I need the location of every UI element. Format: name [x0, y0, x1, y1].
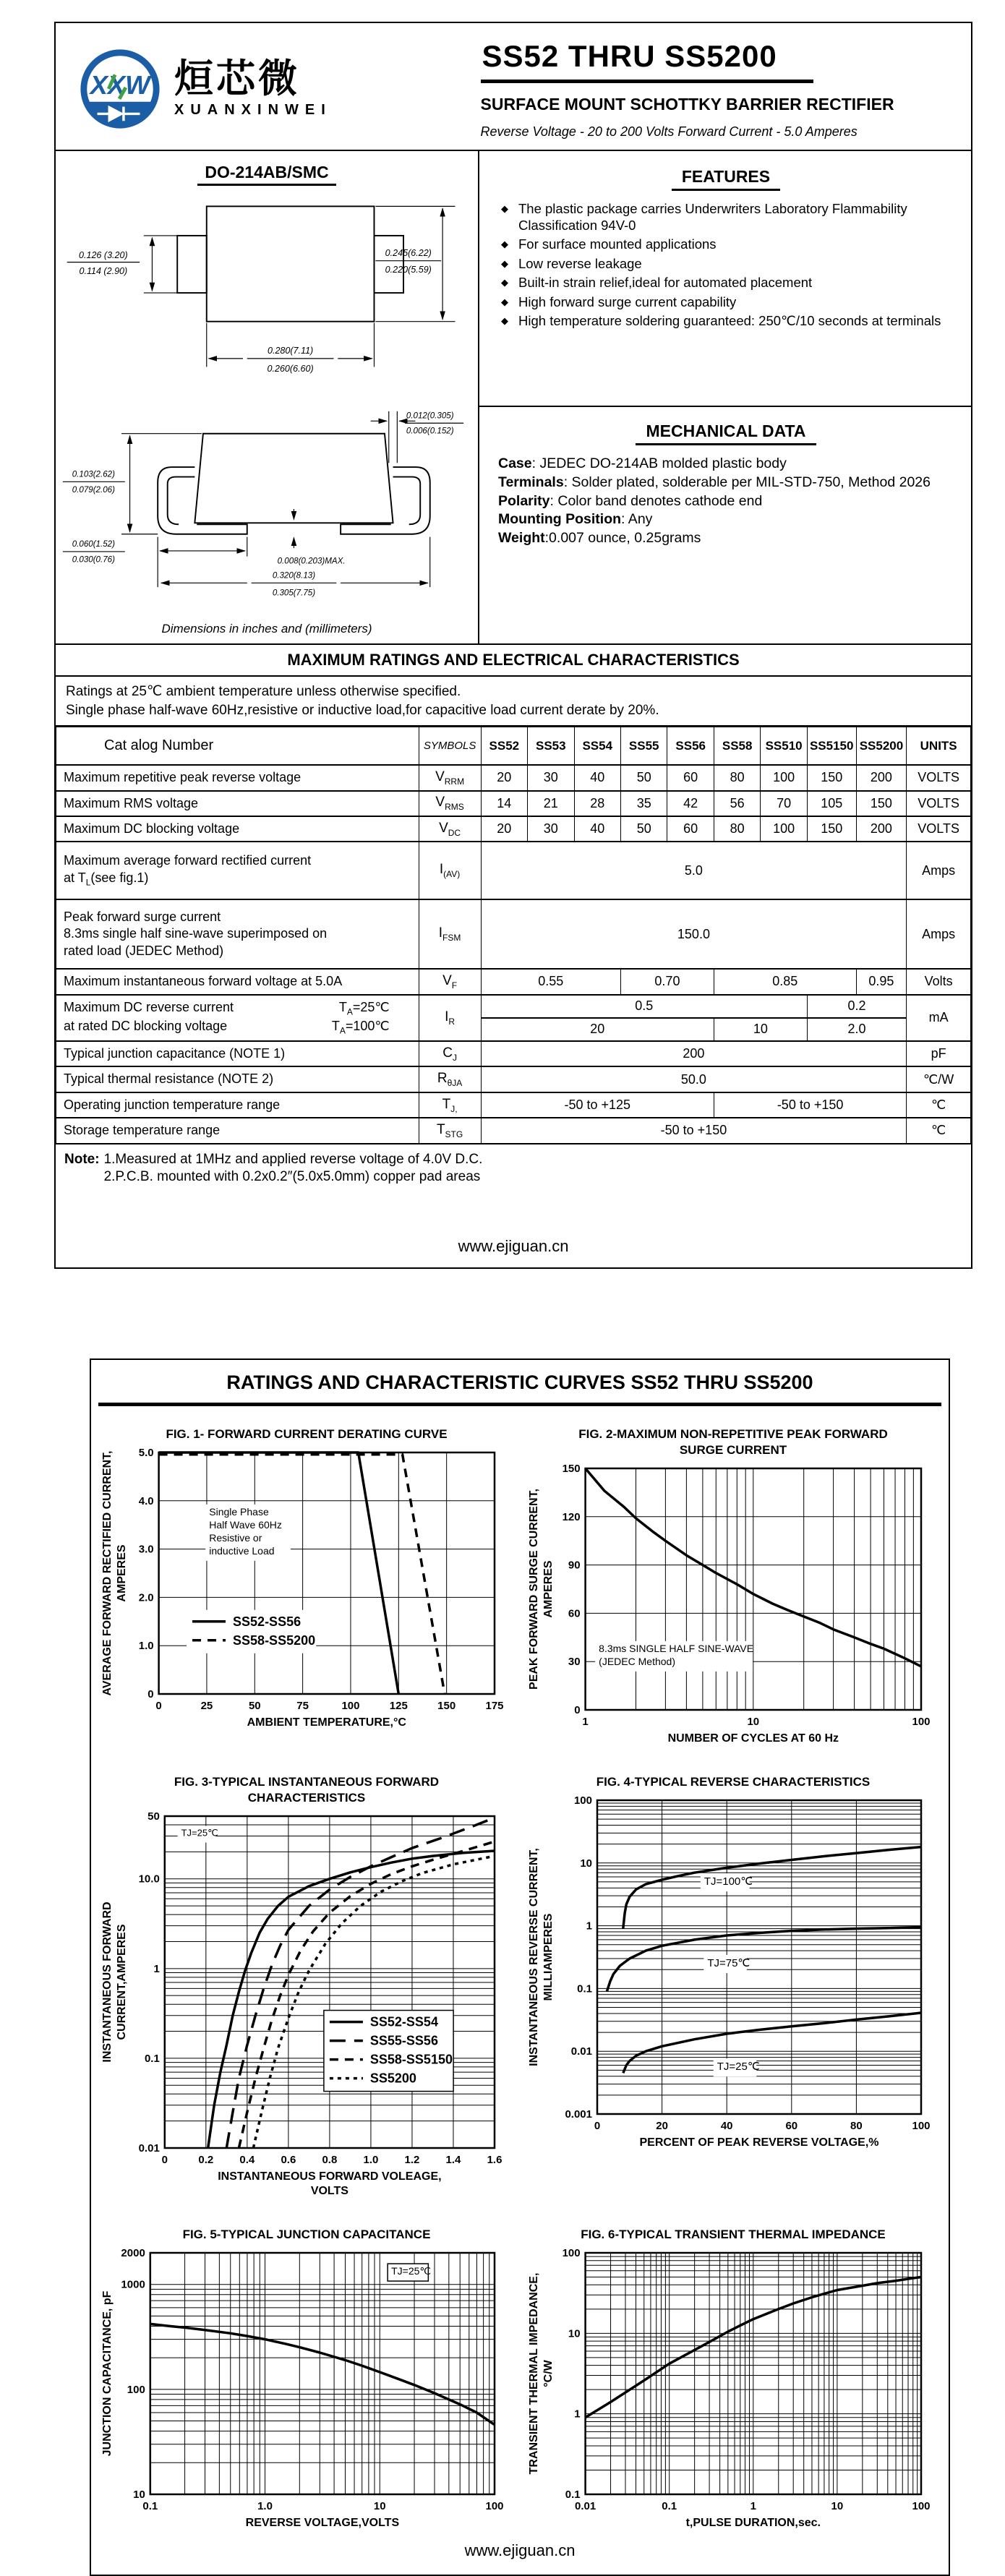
svg-text:inductive Load: inductive Load: [208, 1544, 275, 1557]
package-top-view-drawing: [60, 187, 465, 403]
dim-height-max: 0.103(2.62): [72, 470, 115, 479]
svg-text:0: 0: [147, 1687, 154, 1700]
svg-text:50: 50: [248, 1699, 261, 1712]
svg-text:0.01: 0.01: [570, 2045, 592, 2058]
dim-tab-height-min: 0.114 (2.90): [79, 266, 128, 277]
dimensions-caption: Dimensions in inches and (millimeters): [161, 622, 372, 636]
value-cell: 30: [528, 816, 574, 842]
mechanical-data-title: MECHANICAL DATA: [636, 422, 816, 445]
figure-2-title: FIG. 2-MAXIMUM NON-REPETITIVE PEAK FORWARD SURGE CURRENT: [578, 1426, 888, 1457]
svg-text:0.1: 0.1: [565, 2489, 581, 2501]
ratings-condition-1: Ratings at 25℃ ambient temperature unless otherwise specified.: [66, 684, 461, 699]
dim-standoff: 0.008(0.203)MAX.: [277, 557, 346, 566]
value-cell: 35: [620, 791, 667, 816]
ratings-table: [56, 727, 971, 1144]
svg-text:0.2: 0.2: [197, 2153, 213, 2166]
note-line: 1.Measured at 1MHz and applied reverse voltage of 4.0V D.C.: [103, 1151, 483, 1167]
value-cell: -50 to +150: [714, 1092, 906, 1118]
svg-text:120: 120: [562, 1510, 581, 1523]
value-cell: 0.5: [481, 995, 807, 1018]
table-row: Maximum instantaneous forward voltage at 5.0A $V_F$ 0.55 0.70 0.85 0.95 Volts: [56, 969, 971, 994]
svg-text:TJ=25℃: TJ=25℃: [717, 2061, 760, 2074]
figure-5-junction-capacitance: [99, 2227, 515, 2537]
package-drawing-section: [56, 151, 479, 643]
ratings-table-body: [56, 765, 971, 1143]
company-name-chinese: 烜芯微: [174, 56, 300, 100]
dim-body-width-min: 0.260(6.60): [267, 364, 314, 375]
svg-text:20: 20: [655, 2119, 668, 2132]
value-cell: 0.85: [714, 969, 856, 994]
company-logo: [77, 46, 481, 132]
dim-lead-thickness-min: 0.006(0.152): [406, 427, 454, 436]
value-cell: 14: [481, 791, 527, 816]
svg-text:0.4: 0.4: [239, 2153, 255, 2166]
svg-text:100: 100: [562, 2247, 581, 2259]
svg-text:TJ=100℃: TJ=100℃: [704, 1875, 753, 1888]
svg-text:1: 1: [573, 2408, 581, 2421]
svg-text:25: 25: [200, 1699, 213, 1712]
figure-2-peak-surge-current: [526, 1426, 941, 1753]
svg-text:TJ=75℃: TJ=75℃: [706, 1956, 750, 1969]
svg-text:1: 1: [153, 1962, 160, 1975]
feature-item: ◆ Low reverse leakage: [501, 256, 951, 273]
svg-text:VOLTS: VOLTS: [310, 2184, 348, 2197]
svg-text:75: 75: [296, 1699, 309, 1712]
mechanical-data-line: Polarity: Color band denotes cathode end: [498, 492, 763, 509]
svg-text:0.1: 0.1: [142, 2500, 158, 2512]
figures-grid: [91, 1406, 949, 2541]
svg-text:100: 100: [911, 2500, 931, 2512]
svg-text:INSTANTANEOUS REVERSE CURRENT,: INSTANTANEOUS REVERSE CURRENT,: [527, 1847, 540, 2066]
svg-text:SS52-SS54: SS52-SS54: [369, 2014, 438, 2029]
svg-text:TRANSIENT THERMAL IMPEDANCE,: TRANSIENT THERMAL IMPEDANCE,: [527, 2272, 540, 2475]
svg-text:SS58-SS5150: SS58-SS5150: [369, 2052, 453, 2067]
svg-text:0.001: 0.001: [564, 2108, 592, 2121]
svg-text:90: 90: [568, 1559, 581, 1572]
table-row: Maximum DC blocking voltage $V_{DC}$ 20 30 40 50 60 80 100 150 200 VOLTS: [56, 816, 971, 842]
svg-text:AMBIENT TEMPERATURE,°C: AMBIENT TEMPERATURE,°C: [247, 1716, 406, 1729]
svg-text:0.8: 0.8: [321, 2153, 337, 2166]
svg-text:8.3ms SINGLE HALF SINE-WAVE: 8.3ms SINGLE HALF SINE-WAVE: [598, 1642, 753, 1654]
features-title: FEATURES: [672, 167, 780, 191]
svg-text:1: 1: [750, 2500, 756, 2512]
value-cell: 28: [574, 791, 620, 816]
value-cell: 10: [714, 1018, 807, 1041]
svg-text:PEAK FORWARD SURGE CURRENT,: PEAK FORWARD SURGE CURRENT,: [527, 1488, 540, 1690]
value-cell: 0.95: [856, 969, 907, 994]
value-cell: 60: [667, 765, 714, 790]
website-footer-page2: www.ejiguan.cn: [464, 2541, 576, 2559]
figure-6-transient-thermal-impedance: [526, 2227, 941, 2537]
value-cell: 0.2: [807, 995, 906, 1018]
svg-text:100: 100: [573, 1794, 592, 1807]
value-cell: 21: [528, 791, 574, 816]
dim-height-min: 0.079(2.06): [72, 485, 115, 495]
svg-text:50: 50: [147, 1810, 160, 1823]
ratings-conditions: [56, 677, 971, 727]
svg-text:PERCENT OF PEAK REVERSE VOLTAG: PERCENT OF PEAK REVERSE VOLTAGE,%: [638, 2136, 879, 2149]
svg-text:0.1: 0.1: [576, 1982, 592, 1995]
svg-text:1.0: 1.0: [138, 1639, 154, 1652]
svg-text:1.2: 1.2: [404, 2153, 419, 2166]
header: [56, 23, 971, 151]
svg-text:60: 60: [568, 1607, 581, 1620]
svg-text:3.0: 3.0: [138, 1543, 154, 1556]
dim-tab-height-max: 0.126 (3.20): [79, 249, 128, 260]
mechanical-data-line: Weight:0.007 ounce, 0.25grams: [498, 530, 701, 547]
svg-text:0: 0: [161, 2153, 168, 2166]
mechanical-data-line: Mounting Position: Any: [498, 511, 653, 528]
note-line: 2.P.C.B. mounted with 0.2x0.2″(5.0x5.0mm) copper pad areas: [103, 1168, 481, 1184]
value-cell: 150: [807, 816, 856, 842]
svg-text:1: 1: [586, 1920, 592, 1933]
value-cell: 80: [714, 816, 760, 842]
svg-text:1000: 1000: [120, 2278, 145, 2291]
table-row: Typical junction capacitance (NOTE 1) $C_J$ 200 pF: [56, 1041, 971, 1066]
feature-item: ◆ For surface mounted applications: [501, 236, 951, 253]
feature-item: ◆ High temperature soldering guaranteed: 250℃/10 seconds at terminals: [501, 313, 951, 330]
figure-6-title: FIG. 6-TYPICAL TRANSIENT THERMAL IMPEDANCE: [581, 2227, 886, 2241]
svg-text:TJ=25℃: TJ=25℃: [181, 1827, 218, 1839]
ratings-tagline: Reverse Voltage - 20 to 200 Volts Forward Current - 5.0 Amperes: [480, 124, 858, 139]
chart-svg-fig3: [99, 1807, 508, 2201]
svg-text:10: 10: [132, 2489, 145, 2501]
svg-text:SS55-SS56: SS55-SS56: [369, 2033, 438, 2048]
datasheet-page-1: [54, 22, 972, 1269]
value-cell: 20: [481, 765, 527, 790]
svg-text:0.1: 0.1: [661, 2500, 677, 2512]
figure-3-forward-characteristics: [99, 1774, 515, 2205]
svg-text:150: 150: [562, 1462, 581, 1475]
svg-text:100: 100: [911, 1715, 931, 1728]
features-section: [479, 151, 971, 406]
value-cell: 50.0: [481, 1066, 907, 1092]
figure-1-forward-current-derating: [99, 1426, 515, 1737]
svg-text:60: 60: [784, 2119, 797, 2132]
svg-text:0: 0: [573, 1703, 581, 1716]
mechanical-data-line: Terminals: Solder plated, solderable per MIL-STD-750, Method 2026: [498, 474, 931, 490]
svg-text:JUNCTION CAPACITANCE, pF: JUNCTION CAPACITANCE, pF: [100, 2290, 114, 2457]
svg-text:SS58-SS5200: SS58-SS5200: [232, 1633, 315, 1648]
figure-4-title: FIG. 4-TYPICAL REVERSE CHARACTERISTICS: [596, 1774, 871, 1789]
datasheet-page-2: [90, 1358, 950, 2576]
value-cell: 50: [620, 765, 667, 790]
table-row: Maximum average forward rectified current at $T_L(see$ fig.1) $I_{(AV)}$ 5.0 Amps: [56, 842, 971, 899]
svg-text:1.0: 1.0: [362, 2153, 378, 2166]
company-name-latin: XUANXINWEI: [174, 102, 332, 119]
svg-text:150: 150: [437, 1699, 456, 1712]
feature-item: ◆ The plastic package carries Underwriters Laboratory Flammability Classification 94V-0: [501, 201, 951, 234]
svg-text:1.0: 1.0: [257, 2500, 273, 2512]
value-cell: 20: [481, 816, 527, 842]
mechanical-data-line: Case: JEDEC DO-214AB molded plastic body: [498, 455, 787, 471]
svg-text:10: 10: [373, 2500, 386, 2512]
figure-5-title: FIG. 5-TYPICAL JUNCTION CAPACITANCE: [182, 2227, 431, 2241]
value-cell: 105: [807, 791, 856, 816]
value-cell: 150: [807, 765, 856, 790]
value-cell: -50 to +150: [481, 1118, 907, 1143]
svg-text:30: 30: [568, 1655, 581, 1668]
chart-svg-fig4: [526, 1792, 934, 2153]
table-row: Operating junction temperature range $T_{J,}$ -50 to +125 -50 to +150 ℃: [56, 1092, 971, 1118]
note-label: Note:: [64, 1151, 100, 1167]
ratings-condition-2: Single phase half-wave 60Hz,resistive or inductive load,for capacitive load current derate by 20%.: [66, 702, 659, 718]
svg-text:1.6: 1.6: [487, 2153, 502, 2166]
package-side-view-drawing: [60, 407, 465, 611]
svg-text:80: 80: [850, 2119, 863, 2132]
svg-text:INSTANTANEOUS FORWARD VOLEAGE,: INSTANTANEOUS FORWARD VOLEAGE,: [217, 2170, 442, 2183]
svg-text:CURRENT,AMPERES: CURRENT,AMPERES: [115, 1924, 128, 2040]
svg-text:100: 100: [911, 2119, 931, 2132]
svg-text:5.0: 5.0: [138, 1446, 154, 1459]
svg-text:10: 10: [746, 1715, 759, 1728]
svg-text:AMPERES: AMPERES: [542, 1560, 555, 1618]
package-name: DO-214AB/SMC: [60, 163, 474, 182]
figure-4-reverse-characteristics: [526, 1774, 941, 2157]
svg-text:175: 175: [484, 1699, 504, 1712]
figure-1-title: FIG. 1- FORWARD CURRENT DERATING CURVE: [166, 1426, 448, 1441]
value-cell: 56: [714, 791, 760, 816]
svg-text:0.01: 0.01: [138, 2141, 160, 2154]
value-cell: 40: [574, 765, 620, 790]
svg-text:125: 125: [389, 1699, 408, 1712]
svg-text:°C/W: °C/W: [542, 2360, 555, 2387]
dim-body-width-max: 0.280(7.11): [267, 346, 314, 356]
svg-text:0.01: 0.01: [574, 2500, 596, 2512]
dim-foot-min: 0.030(0.76): [72, 555, 115, 565]
svg-text:TJ=25℃: TJ=25℃: [390, 2265, 431, 2277]
table-row: Peak forward surge current 8.3ms single half sine-wave superimposed on rated load (JEDEC Method) $I_{FSM}$ 150.0 Amps: [56, 899, 971, 969]
svg-text:Half Wave 60Hz: Half Wave 60Hz: [208, 1518, 282, 1531]
table-row: Maximum repetitive peak reverse voltage $V_{RRM}$ 20 30 40 50 60 80 100 150 200 VOLTS: [56, 765, 971, 790]
dim-body-height-max: 0.245(6.22): [385, 247, 432, 258]
chart-svg-fig2: [526, 1460, 934, 1749]
value-cell: 70: [761, 791, 807, 816]
svg-text:MILLIAMPERES: MILLIAMPERES: [542, 1913, 555, 2001]
svg-text:100: 100: [127, 2383, 145, 2396]
svg-text:REVERSE VOLTAGE,VOLTS: REVERSE VOLTAGE,VOLTS: [245, 2517, 399, 2529]
chart-svg-fig6: [526, 2244, 934, 2533]
svg-text:1: 1: [581, 1715, 589, 1728]
table-row: Maximum DC reverse current $T_A=25℃$ at rated DC blocking voltage $T_A=100℃$ $I_R$ 0.5 0.2 mA: [56, 995, 971, 1018]
value-cell: 200: [481, 1041, 907, 1066]
value-cell: 200: [856, 765, 907, 790]
dim-foot-max: 0.060(1.52): [72, 540, 115, 549]
svg-text:t,PULSE DURATION,sec.: t,PULSE DURATION,sec.: [685, 2517, 821, 2529]
svg-text:10: 10: [568, 2327, 581, 2340]
dim-lead-thickness-max: 0.012(0.305): [406, 411, 454, 421]
figure-3-title: FIG. 3-TYPICAL INSTANTANEOUS FORWARD CHARACTERISTICS: [174, 1774, 440, 1805]
svg-text:SS5200: SS5200: [369, 2071, 416, 2086]
ratings-table-head: [56, 727, 971, 766]
svg-text:AVERAGE FORWARD RECTIFIED CURR: AVERAGE FORWARD RECTIFIED CURRENT,: [100, 1450, 114, 1696]
svg-text:0.1: 0.1: [144, 2052, 160, 2065]
svg-text:Single Phase: Single Phase: [208, 1505, 269, 1518]
chart-svg-fig1: [99, 1444, 508, 1733]
features-list: [498, 201, 954, 330]
value-cell: 150: [856, 791, 907, 816]
svg-text:100: 100: [484, 2500, 504, 2512]
dim-overall-max: 0.320(8.13): [272, 571, 316, 581]
svg-text:0: 0: [155, 1699, 162, 1712]
mechanical-data-section: [479, 406, 971, 643]
device-description: SURFACE MOUNT SCHOTTKY BARRIER RECTIFIER: [480, 95, 894, 114]
value-cell: 80: [714, 765, 760, 790]
svg-text:SS52-SS56: SS52-SS56: [232, 1614, 301, 1629]
table-row: Storage temperature range $T_{STG}$ -50 to +150 ℃: [56, 1118, 971, 1143]
logo-monogram: XXW: [90, 69, 150, 100]
value-cell: 40: [574, 816, 620, 842]
value-cell: 20: [481, 1018, 714, 1041]
value-cell: 0.55: [481, 969, 620, 994]
feature-item: ◆ High forward surge current capability: [501, 294, 951, 311]
value-cell: 42: [667, 791, 714, 816]
value-cell: 100: [761, 765, 807, 790]
value-cell: 150.0: [481, 899, 907, 969]
svg-text:NUMBER OF CYCLES AT 60 Hz: NUMBER OF CYCLES AT 60 Hz: [667, 1732, 839, 1745]
mechanical-data-lines: [498, 455, 954, 547]
value-cell: 50: [620, 816, 667, 842]
svg-text:2.0: 2.0: [138, 1591, 154, 1604]
dim-overall-min: 0.305(7.75): [272, 589, 316, 598]
value-cell: 0.70: [620, 969, 714, 994]
website-footer-page1: www.ejiguan.cn: [458, 1236, 569, 1255]
value-cell: 100: [761, 816, 807, 842]
svg-text:AMPERES: AMPERES: [115, 1544, 128, 1602]
value-cell: 60: [667, 816, 714, 842]
logo-icon: [77, 46, 163, 132]
table-notes: [56, 1144, 971, 1237]
value-cell: -50 to +125: [481, 1092, 714, 1118]
svg-text:0: 0: [594, 2119, 600, 2132]
svg-text:Resistive or: Resistive or: [208, 1531, 262, 1544]
svg-text:10: 10: [579, 1857, 592, 1870]
note-lines: [104, 1152, 483, 1237]
dim-body-height-min: 0.220(5.59): [385, 265, 432, 275]
value-cell: 5.0: [481, 842, 907, 899]
value-cell: 2.0: [807, 1018, 906, 1041]
ratings-section-title: MAXIMUM RATINGS AND ELECTRICAL CHARACTERISTICS: [56, 643, 971, 677]
svg-text:10: 10: [831, 2500, 843, 2512]
value-cell: 200: [856, 816, 907, 842]
feature-item: ◆ Built-in strain relief,ideal for automated placement: [501, 275, 951, 291]
table-row: Typical thermal resistance (NOTE 2) $R_{\theta JA}$ 50.0 ℃/W: [56, 1066, 971, 1092]
svg-text:4.0: 4.0: [138, 1494, 154, 1507]
svg-text:0.6: 0.6: [280, 2153, 296, 2166]
svg-text:40: 40: [720, 2119, 733, 2132]
svg-text:2000: 2000: [120, 2247, 145, 2259]
svg-text:1.4: 1.4: [445, 2153, 461, 2166]
table-row: Maximum RMS voltage $V_{RMS}$ 14 21 28 35 42 56 70 105 150 VOLTS: [56, 791, 971, 816]
svg-text:(JEDEC Method): (JEDEC Method): [598, 1655, 675, 1667]
svg-text:INSTANTANEOUS FORWARD: INSTANTANEOUS FORWARD: [100, 1901, 114, 2063]
value-cell: 30: [528, 765, 574, 790]
table-header-row: Cat alog Number SYMBOLS SS52 SS53 SS54 SS55 SS56 SS58 SS510 SS5150 SS5200 UNITS: [56, 727, 971, 766]
part-number-title: SS52 THRU SS5200: [481, 39, 813, 83]
svg-text:10.0: 10.0: [138, 1873, 160, 1886]
curves-page-title: RATINGS AND CHARACTERISTIC CURVES SS52 THRU SS5200: [226, 1371, 813, 1393]
svg-text:100: 100: [341, 1699, 359, 1712]
chart-svg-fig5: [99, 2244, 508, 2533]
